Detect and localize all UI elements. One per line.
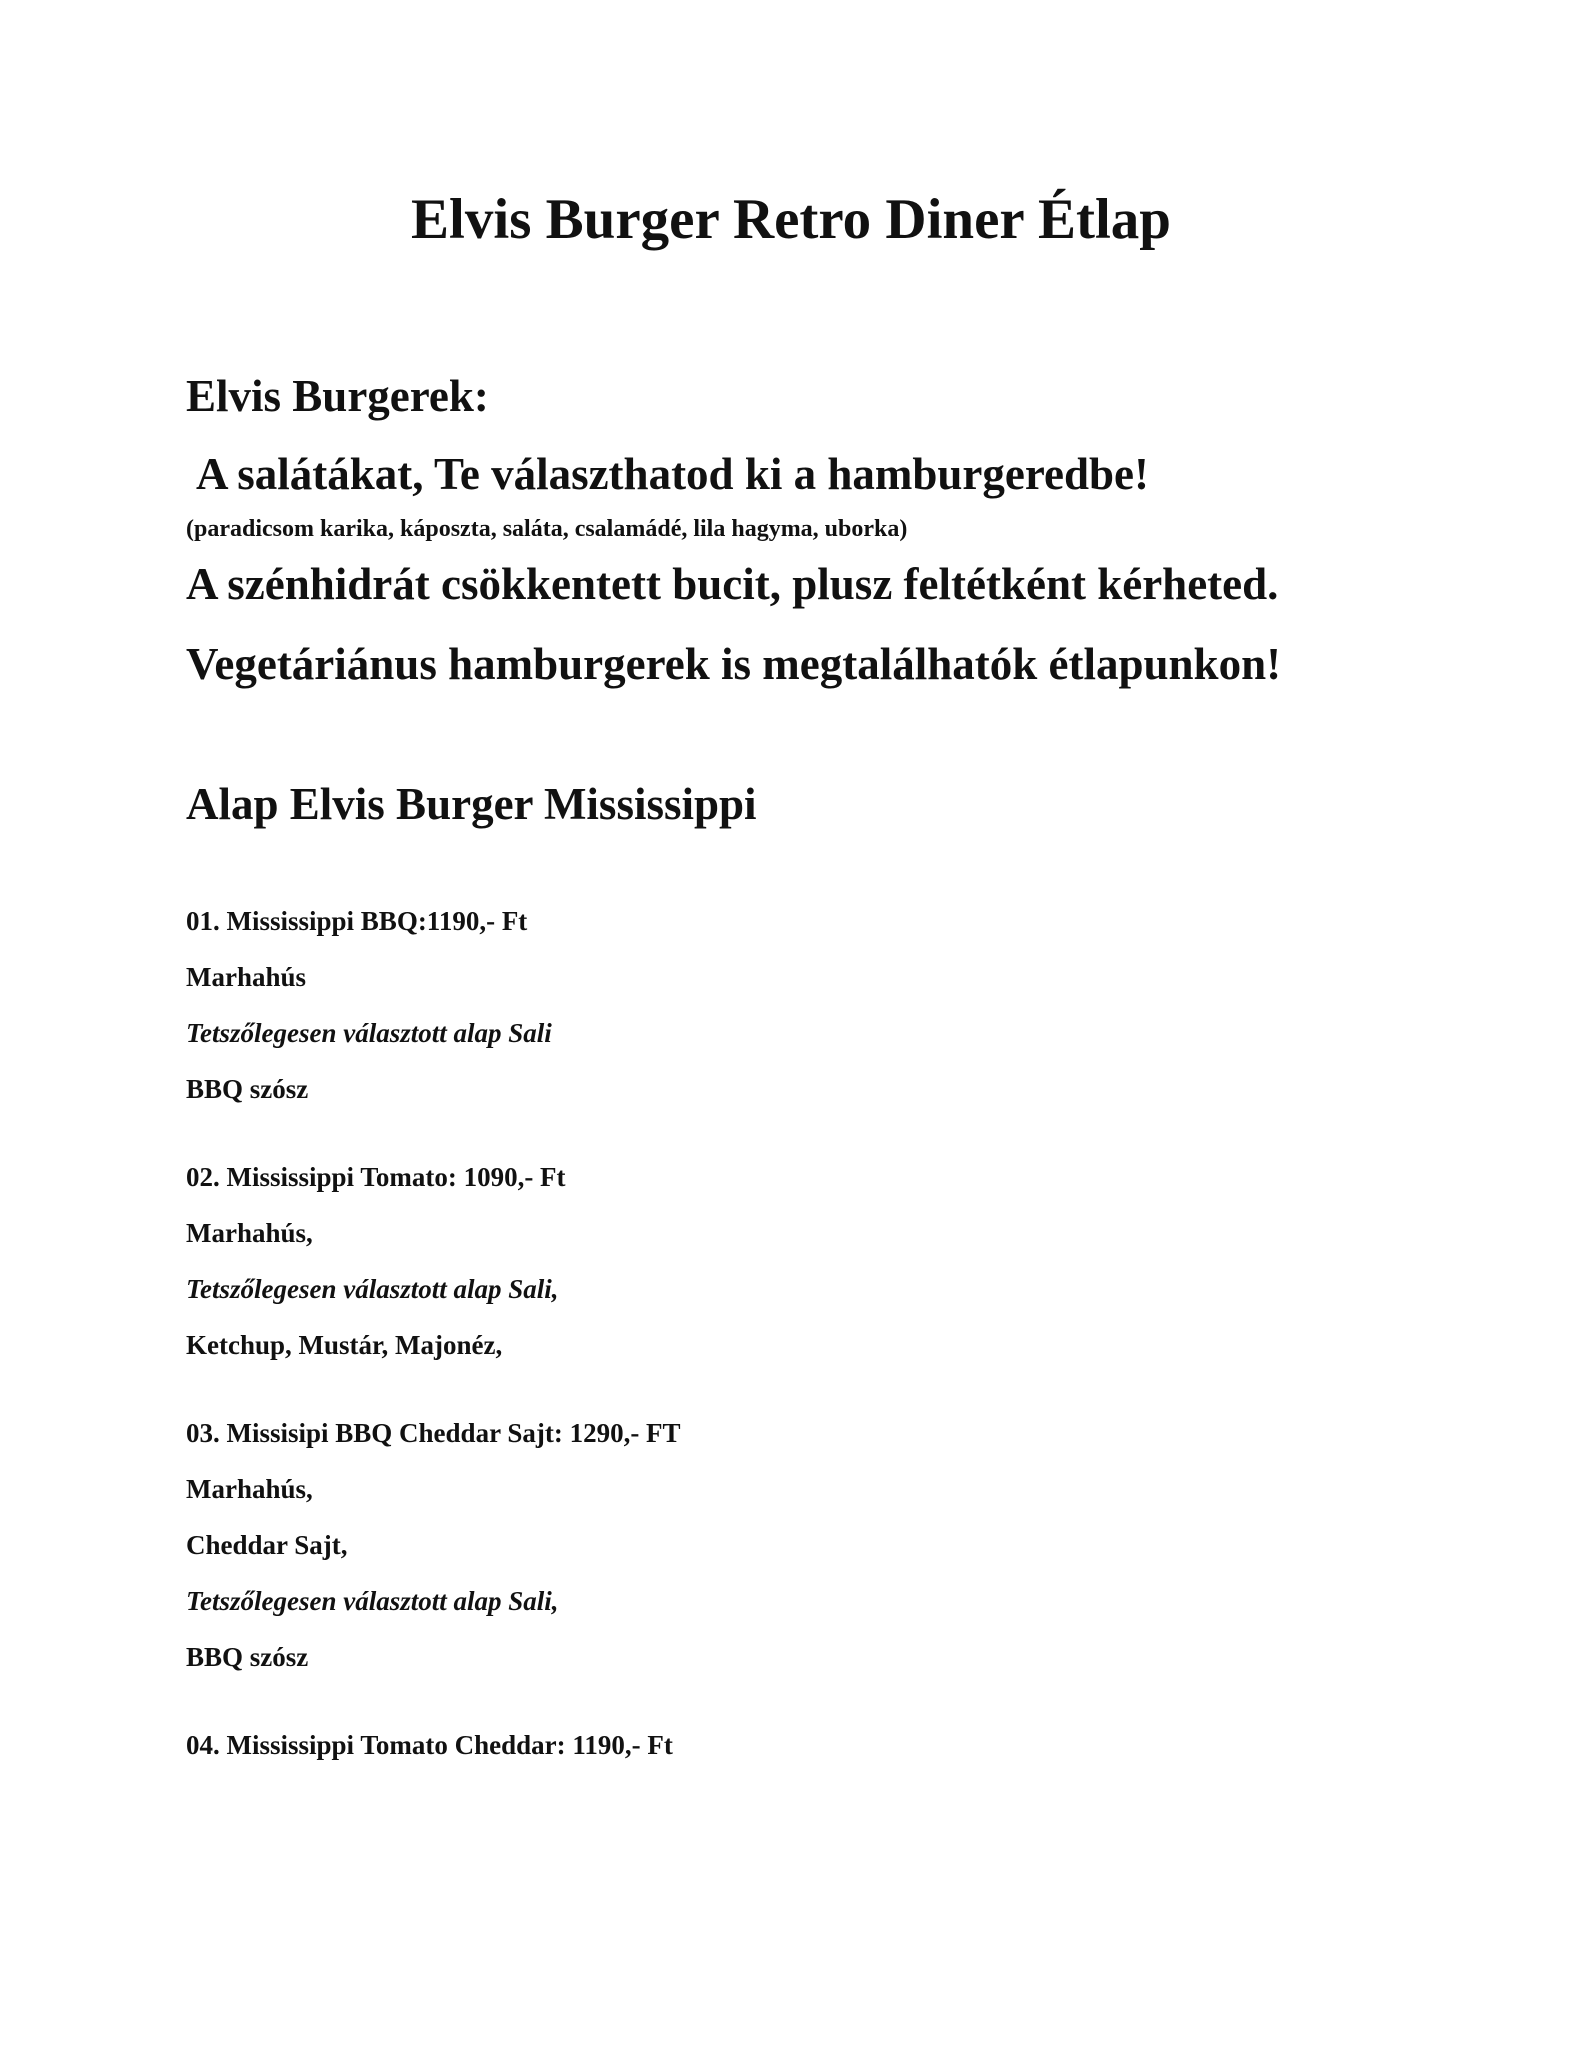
menu-item-ingredient: Cheddar Sajt, — [186, 1530, 348, 1560]
menu-item-ingredient: Ketchup, Mustár, Majonéz, — [186, 1330, 503, 1360]
menu-item-name: 01. Mississippi BBQ:1190,- Ft — [186, 906, 528, 936]
menu-item — [186, 904, 1486, 1106]
intro-vegetarian-note: Vegetáriánus hamburgerek is megtalálhatók étlapunkon! — [186, 639, 1282, 689]
menu-item-ingredient: Marhahús, — [186, 1218, 313, 1248]
intro-salad-note: A salátákat, Te választhatod ki a hamburgeredbe! — [196, 449, 1150, 499]
page-title: Elvis Burger Retro Diner Étlap — [411, 188, 1171, 251]
menu-item — [186, 1728, 1486, 1762]
menu-item-ingredient: Tetszőlegesen választott alap Sali — [186, 1018, 552, 1048]
menu-item-name: 03. Missisipi BBQ Cheddar Sajt: 1290,- FT — [186, 1418, 681, 1448]
menu-content — [186, 368, 1486, 1816]
menu-item-name: 04. Mississippi Tomato Cheddar: 1190,- Ft — [186, 1730, 673, 1760]
menu-item-ingredient: Marhahús, — [186, 1474, 313, 1504]
menu-item-ingredient: Marhahús — [186, 962, 307, 992]
intro-salad-list: (paradicsom karika, káposzta, saláta, csalamádé, lila hagyma, uborka) — [186, 516, 908, 542]
section-heading: Alap Elvis Burger Mississippi — [186, 779, 757, 829]
intro-lowcarb-note: A szénhidrát csökkentett bucit, plusz feltétként kérheted. — [186, 559, 1279, 609]
menu-item — [186, 1416, 1486, 1674]
menu-item-name: 02. Mississippi Tomato: 1090,- Ft — [186, 1162, 566, 1192]
menu-item-ingredient: Tetszőlegesen választott alap Sali, — [186, 1586, 559, 1616]
menu-item-list — [186, 904, 1486, 1762]
menu-item-ingredient: Tetszőlegesen választott alap Sali, — [186, 1274, 559, 1304]
menu-item-ingredient: BBQ szósz — [186, 1074, 309, 1104]
menu-item-ingredient: BBQ szósz — [186, 1642, 309, 1672]
intro-heading: Elvis Burgerek: — [186, 371, 489, 421]
menu-item — [186, 1160, 1486, 1362]
